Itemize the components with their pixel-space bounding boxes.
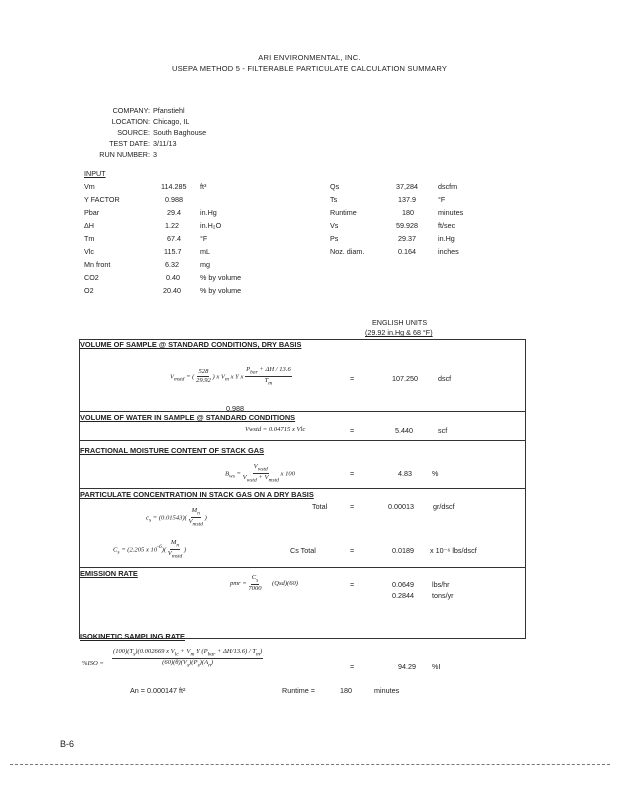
input-val: 0.988	[165, 195, 183, 204]
input-unit: minutes	[438, 208, 464, 217]
input-unit: mL	[200, 247, 210, 256]
isokinetic-prefix: %ISO =	[82, 660, 104, 667]
source-value: South Baghouse	[153, 128, 207, 137]
footer-divider	[10, 764, 610, 765]
isokinetic-formula: $\frac{(100)(T_s)(0.002669 x V_{lc} + V_m Y (P_{bar} + \Delta H/13.6) / T_m)}{(60)(\theta)(V_s)(P_s)(A_n)}$	[113, 648, 263, 669]
moisture-value: 4.83	[398, 469, 412, 478]
input-sym: O2	[84, 286, 94, 295]
input-sym: Ts	[330, 195, 338, 204]
input-val: 0.164	[398, 247, 416, 256]
input-unit: °F	[200, 234, 208, 243]
input-unit: inches	[438, 247, 459, 256]
section-title-volume-water: VOLUME OF WATER IN SAMPLE @ STANDARD CONDITIONS	[80, 413, 296, 422]
input-unit: % by volume	[200, 273, 242, 282]
run-number-label: RUN NUMBER:	[99, 150, 150, 159]
isokinetic-equals: =	[350, 662, 355, 671]
input-unit: in.Hg	[438, 234, 455, 243]
company-label: COMPANY:	[112, 106, 150, 115]
emission-equals: =	[350, 580, 355, 589]
input-unit: in.H₂O	[200, 221, 222, 230]
emission-unit-2: tons/yr	[432, 591, 454, 600]
company-value: Pfanstiehl	[153, 106, 185, 115]
isokinetic-runtime-value: 180	[340, 686, 352, 695]
volume-water-equals: =	[350, 426, 355, 435]
input-sym: ΔH	[84, 221, 94, 230]
particulate-unit-2: x 10⁻⁶ lbs/dscf	[430, 546, 477, 555]
input-sym: Tm	[84, 234, 95, 243]
test-date-label: TEST DATE:	[109, 139, 150, 148]
particulate-value-2: 0.0189	[392, 546, 414, 555]
input-val: 114.285	[161, 182, 187, 191]
moisture-equals: =	[350, 469, 355, 478]
moisture-formula: $B_{ws}$ = $\frac{V_{wstd}}{V_{wstd} + V_{mstd}}$ x 100	[225, 463, 296, 484]
input-val: 20.40	[163, 286, 181, 295]
input-unit: in.Hg	[200, 208, 217, 217]
company-header: ARI ENVIRONMENTAL, INC.	[258, 53, 361, 62]
input-sym: Ps	[330, 234, 339, 243]
input-unit: °F	[438, 195, 446, 204]
input-sym: Vs	[330, 221, 339, 230]
particulate-cs-total-label: Cs Total	[290, 546, 316, 555]
emission-unit-1: lbs/hr	[432, 580, 450, 589]
volume-water-formula: Vwstd = 0.04715 x Vlc	[245, 426, 306, 433]
particulate-equals-2: =	[350, 546, 355, 555]
section-title-isokinetic: ISOKINETIC SAMPLING RATE	[80, 632, 185, 641]
source-label: SOURCE:	[117, 128, 150, 137]
input-val: 0.40	[166, 273, 180, 282]
input-sym: Mn front	[84, 260, 111, 269]
section-title-volume-sample: VOLUME OF SAMPLE @ STANDARD CONDITIONS, DRY BASIS	[80, 340, 302, 349]
isokinetic-value: 94.29	[398, 662, 416, 671]
particulate-formula-2: $C_s = (2.205$ x $10^{-6}$)( $\frac{M_n}{V_{mstd}}$ )	[113, 539, 187, 560]
volume-sample-extra: 0.988	[226, 404, 244, 413]
volume-sample-formula: $V_{mstd}$ = ( $\frac{528}{29.92}$ ) x $V_m$ x Y x $\frac{P_{bar} + \Delta H / 13.6}{T_m}$	[170, 366, 291, 387]
volume-water-unit: scf	[438, 426, 448, 435]
emission-value-1: 0.0649	[392, 580, 414, 589]
input-val: 37,284	[396, 182, 418, 191]
input-val: 115.7	[164, 247, 182, 256]
section-title-moisture: FRACTIONAL MOISTURE CONTENT OF STACK GAS	[80, 446, 265, 455]
input-sym: Vlc	[84, 247, 94, 256]
volume-water-value: 5.440	[395, 426, 413, 435]
location-value: Chicago, IL	[153, 117, 190, 126]
input-unit: % by volume	[200, 286, 242, 295]
volume-sample-equals: =	[350, 374, 355, 383]
emission-formula-lhs: pmr = $\frac{C_s}{7000}$	[230, 574, 262, 593]
input-val: 6.32	[165, 260, 179, 269]
input-sym: Pbar	[84, 208, 100, 217]
particulate-equals-1: =	[350, 502, 355, 511]
test-date-value: 3/11/13	[153, 139, 177, 148]
input-unit: ft³	[200, 182, 207, 191]
input-val: 137.9	[398, 195, 416, 204]
particulate-total-label: Total	[312, 502, 328, 511]
moisture-unit: %	[432, 469, 439, 478]
input-val: 29.4	[167, 208, 181, 217]
emission-value-2: 0.2844	[392, 591, 414, 600]
page-number: B-6	[60, 739, 75, 749]
location-label: LOCATION:	[111, 117, 150, 126]
isokinetic-runtime-unit: minutes	[374, 686, 400, 695]
isokinetic-unit: %I	[432, 662, 441, 671]
volume-sample-unit: dscf	[438, 374, 452, 383]
input-unit: mg	[200, 260, 210, 269]
input-val: 59.928	[396, 221, 418, 230]
input-title: INPUT	[84, 169, 106, 178]
input-sym: Y FACTOR	[84, 195, 120, 204]
units-subheading: (29.92 in.Hg & 68 °F)	[365, 328, 433, 337]
volume-sample-value: 107.250	[392, 374, 418, 383]
particulate-unit-1: gr/dscf	[433, 502, 455, 511]
isokinetic-an: An = 0.000147 ft²	[130, 686, 186, 695]
input-unit: dscfm	[438, 182, 458, 191]
input-sym: Runtime	[330, 208, 357, 217]
section-title-particulate: PARTICULATE CONCENTRATION IN STACK GAS ON A DRY BASIS	[80, 490, 314, 499]
input-val: 29.37	[398, 234, 416, 243]
input-sym: Qs	[330, 182, 340, 191]
section-title-emission: EMISSION RATE	[80, 569, 138, 578]
units-heading: ENGLISH UNITS	[372, 318, 428, 327]
input-val: 67.4	[167, 234, 181, 243]
input-sym: Noz. diam.	[330, 247, 365, 256]
input-val: 180	[402, 208, 414, 217]
input-unit: ft/sec	[438, 221, 456, 230]
input-sym: CO2	[84, 273, 99, 282]
isokinetic-runtime-label: Runtime =	[282, 686, 315, 695]
run-number-value: 3	[153, 150, 157, 159]
input-sym: Vm	[84, 182, 95, 191]
particulate-formula-1: $c_s = (0.01543)$( $\frac{M_n}{V_{mstd}}$ )	[146, 507, 207, 528]
input-val: 1.22	[165, 221, 179, 230]
particulate-value-1: 0.00013	[388, 502, 414, 511]
emission-formula-rhs: (Qsd)(60)	[272, 580, 299, 587]
report-title: USEPA METHOD 5 - FILTERABLE PARTICULATE CALCULATION SUMMARY	[171, 64, 448, 73]
